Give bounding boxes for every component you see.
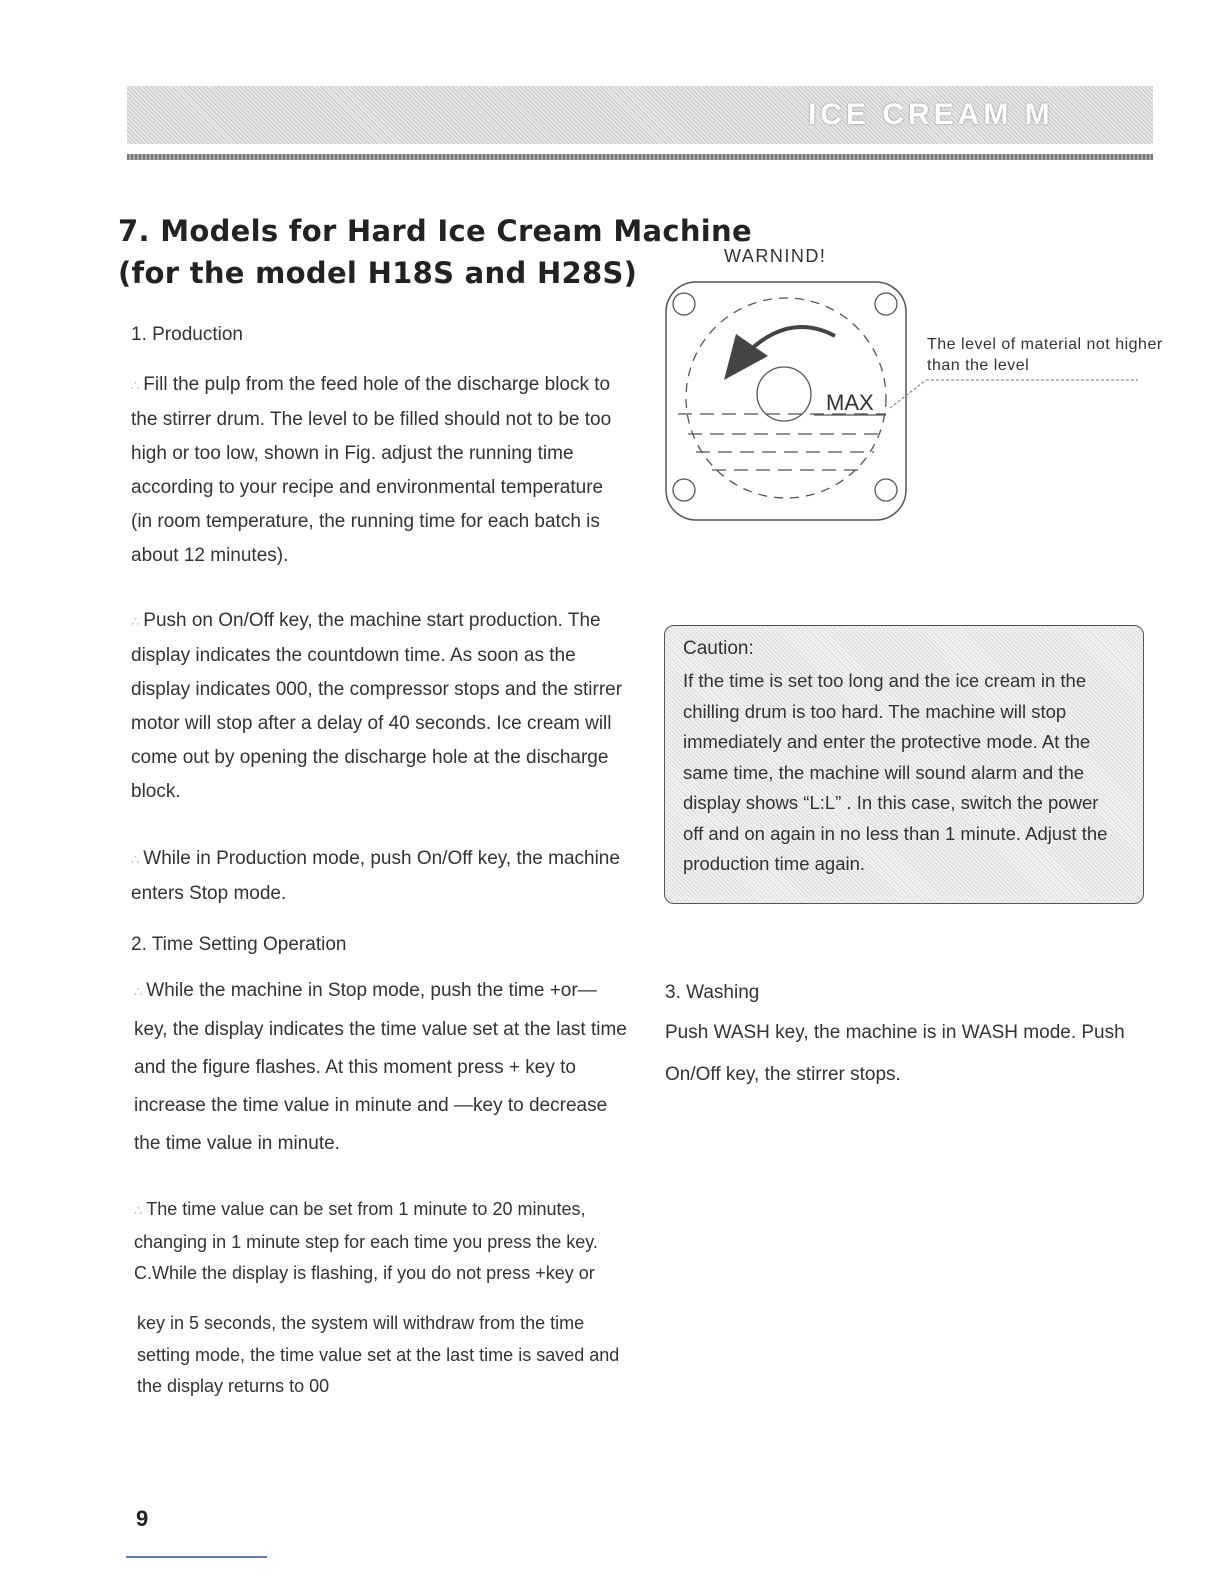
footer-line	[126, 1556, 267, 1558]
time-setting-para-1: ∴ While the machine in Stop mode, push the time +or— key, the display indicates the time value set at the last time and the figure flashes. At this moment press + key to increase the time value in minute and —key to decrease the time value in minute.	[134, 980, 627, 1154]
time-setting-para-3: key in 5 seconds, the system will withdraw from the time setting mode, the time value set at the last time is saved and the display returns to 00	[137, 1313, 620, 1396]
time-setting-para-2: ∴ The time value can be set from 1 minute to 20 minutes, changing in 1 minute step for each time you press the key. C.While the display is flashing, if you do not press +key or	[134, 1199, 598, 1283]
bullet-icon: ∴	[131, 852, 140, 867]
caution-body: If the time is set too long and the ice cream in the chilling drum is too hard. The machine will stop immediately and enter the protective mode. At the same time, the machine will sound alarm and the display shows “L:L” . In this case, switch the power off and on again in no less than 1 minute. Adjust the production time again.	[683, 670, 1108, 874]
production-para-2: ∴ Push on On/Off key, the machine start production. The display indicates the countdown time. As soon as the display indicates 000, the compressor stops and the stirrer motor will stop after a delay of 40 seconds. Ice cream will come out by opening the discharge hole at the discharge block.	[131, 610, 623, 802]
production-heading: 1. Production	[131, 324, 243, 345]
page-title	[118, 210, 752, 294]
page-number: 9	[136, 1506, 149, 1531]
banner-text: ICE CREAM M	[808, 98, 1054, 131]
bullet-icon: ∴	[134, 984, 143, 999]
production-para-3: ∴ While in Production mode, push On/Off key, the machine enters Stop mode.	[131, 848, 620, 904]
level-callout: The level of material not higher than the level	[927, 336, 1163, 374]
washing-heading: 3. Washing	[665, 982, 760, 1003]
title-line-1: 7. Models for Hard Ice Cream Machine	[118, 214, 752, 248]
production-para-1: ∴ Fill the pulp from the feed hole of the discharge block to the stirrer drum. The level to be filled should not to be too high or too low, shown in Fig. adjust the running time according to your recipe and environmental temperature (in room temperature, the running time for each batch is about 12 minutes).	[131, 374, 612, 566]
bullet-icon: ∴	[134, 1203, 143, 1218]
level-diagram	[660, 276, 1140, 526]
header-rule	[127, 154, 1153, 160]
bullet-icon: ∴	[131, 614, 140, 629]
time-setting-heading: 2. Time Setting Operation	[131, 934, 347, 955]
max-label: MAX	[826, 390, 874, 415]
bullet-icon: ∴	[131, 378, 140, 393]
title-line-2: (for the model H18S and H28S)	[118, 256, 638, 290]
washing-para: Push WASH key, the machine is in WASH mode. Push On/Off key, the stirrer stops.	[665, 1022, 1125, 1085]
caution-box	[664, 625, 1144, 904]
caution-heading: Caution:	[683, 638, 754, 659]
warning-label: WARNIND!	[724, 246, 827, 266]
